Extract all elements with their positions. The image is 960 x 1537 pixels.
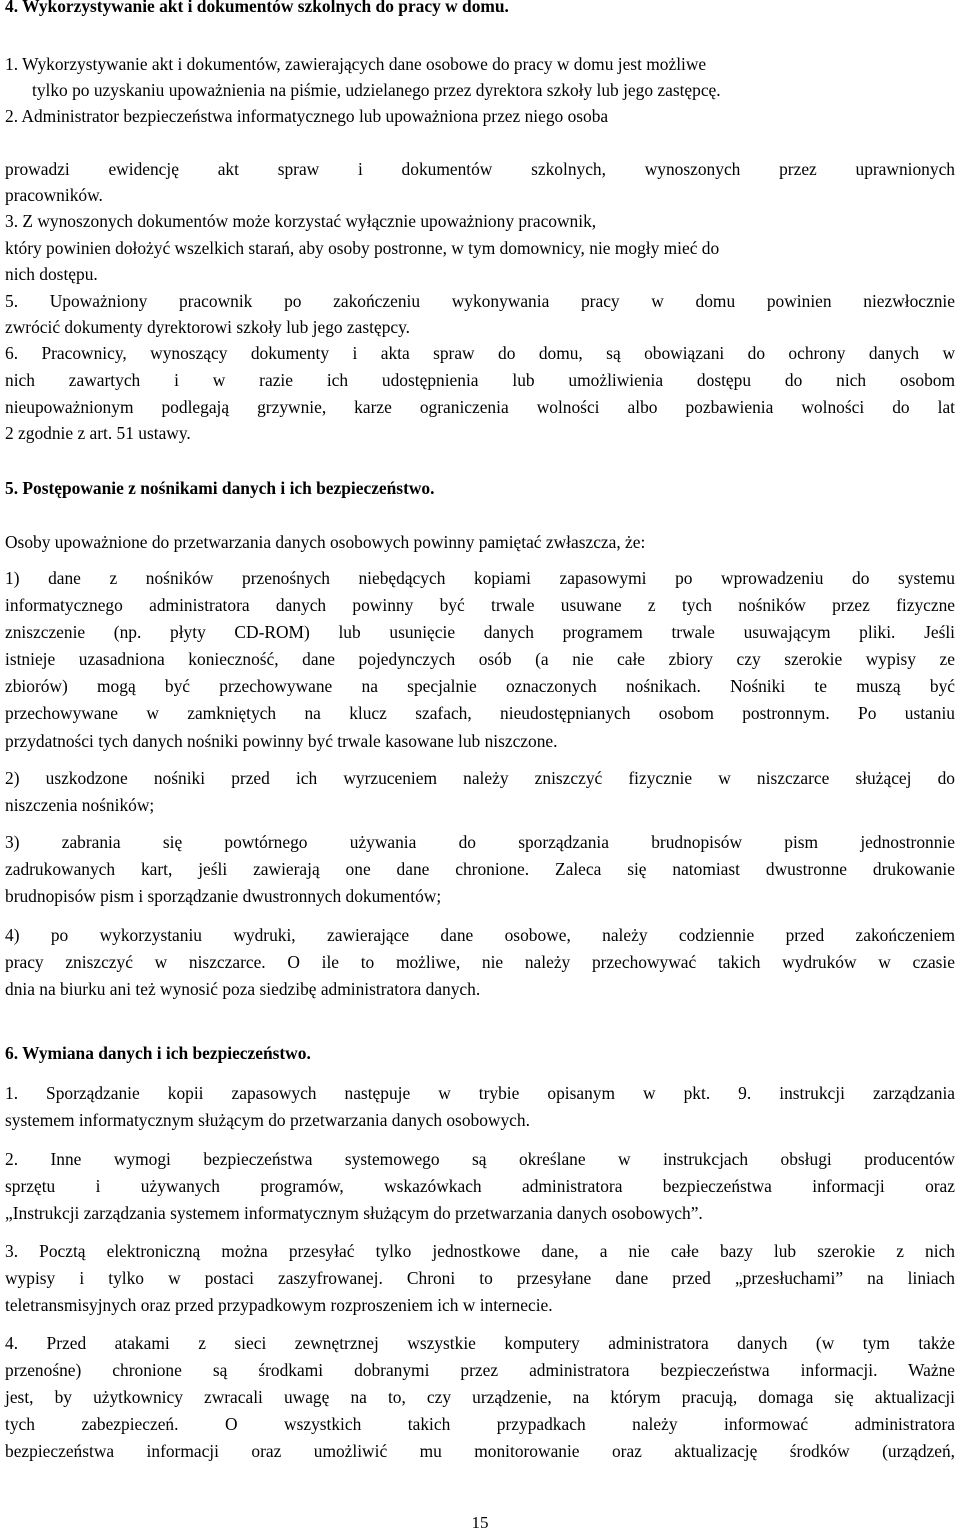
justified-text: 2) uszkodzone nośniki przed ich wyrzuceniem należy zniszczyć fizycznie w niszczarce służącej do [5,768,955,788]
paragraph-line [5,832,955,852]
justified-text: zadrukowanych kart, jeśli zawierają one dane chronione. Zaleca się natomiast dwustronne drukowanie [5,859,955,879]
paragraph-line [5,676,955,696]
paragraph-line [5,1176,955,1196]
justified-text: 3) zabrania się powtórnego używania do sporządzania brudnopisów pism jednostronnie [5,832,955,852]
justified-text: bezpieczeństwa informacji oraz umożliwić mu monitorowanie oraz aktualizację środków (urządzeń, [5,1441,955,1461]
justified-text: informatycznego administratora danych powinny być trwale usuwane z tych nośników przez fizyczne [5,595,955,615]
paragraph-line [5,1414,955,1434]
section-heading-4: 4. Wykorzystywanie akt i dokumentów szkolnych do pracy w domu. [5,0,509,16]
page-number: 15 [471,1513,489,1532]
paragraph-line: niszczenia nośników; [5,795,155,815]
justified-text: zniszczenie (np. płyty CD-ROM) lub usunięcie danych programem trwale usuwającym pliki. Jeśli [5,622,955,642]
justified-text: istnieje uzasadniona konieczność, dane pojedynczych osób (a nie całe zbiory czy szerokie wypisy ze [5,649,955,669]
justified-text: 4) po wykorzystaniu wydruki, zawierające dane osobowe, należy codziennie przed zakończeniem [5,925,955,945]
paragraph-line: pracowników. [5,185,103,205]
paragraph-line: nich dostępu. [5,264,98,284]
paragraph-line: 1. Wykorzystywanie akt i dokumentów, zawierających dane osobowe do pracy w domu jest możliwe [5,54,707,74]
paragraph-line [5,1441,955,1461]
justified-text: 2. Inne wymogi bezpieczeństwa systemowego są określane w instrukcjach obsługi producentów [5,1149,955,1169]
paragraph-line: brudnopisów pism i sporządzanie dwustronnych dokumentów; [5,886,442,906]
paragraph-line [5,925,955,945]
paragraph-line [5,1268,955,1288]
justified-text: prowadzi ewidencję akt spraw i dokumentów szkolnych, wynoszonych przez uprawnionych [5,159,955,179]
paragraph-line [5,1241,955,1261]
paragraph-line: 3. Z wynoszonych dokumentów może korzystać wyłącznie upoważniony pracownik, [5,211,597,231]
paragraph-line [5,291,955,311]
paragraph-line: „Instrukcji zarządzania systemem informatycznym służącym do przetwarzania danych osobowych”. [5,1203,703,1223]
paragraph-line [5,1360,955,1380]
justified-text: 1. Sporządzanie kopii zapasowych następuje w trybie opisanym w pkt. 9. instrukcji zarządzania [5,1083,955,1103]
paragraph-line [5,568,955,588]
paragraph-line: który powinien dołożyć wszelkich starań, aby osoby postronne, w tym domownicy, nie mogły mieć do [5,238,720,258]
justified-text: pracy zniszczyć w niszczarce. O ile to możliwe, nie należy przechowywać takich wydruków w czasie [5,952,955,972]
justified-text: 1) dane z nośników przenośnych niebędących kopiami zapasowymi po wprowadzeniu do systemu [5,568,955,588]
justified-text: tych zabezpieczeń. O wszystkich takich przypadkach należy informować administratora [5,1414,955,1434]
paragraph-line: 2. Administrator bezpieczeństwa informatycznego lub upoważniona przez niego osoba [5,106,609,126]
justified-text: jest, by użytkownicy zwracali uwagę na to, czy urządzenie, na którym pracują, domaga się aktualizacji [5,1387,955,1407]
paragraph-line [5,595,955,615]
section-heading-5: 5. Postępowanie z nośnikami danych i ich bezpieczeństwo. [5,478,435,498]
paragraph-line [5,343,955,363]
justified-text: 4. Przed atakami z sieci zewnętrznej wszystkie komputery administratora danych (w tym także [5,1333,955,1353]
justified-text: nieupoważnionym podlegają grzywnie, karze ograniczenia wolności albo pozbawienia wolności do lat [5,397,955,417]
paragraph-line: dnia na biurku ani też wynosić poza siedzibę administratora danych. [5,979,481,999]
paragraph-line [5,1387,955,1407]
paragraph-line [5,768,955,788]
paragraph-line [5,397,955,417]
paragraph-line: przydatności tych danych nośniki powinny być trwale kasowane lub niszczone. [5,731,558,751]
paragraph-line [5,649,955,669]
paragraph-line: zwrócić dokumenty dyrektorowi szkoły lub jego zastępcy. [5,317,411,337]
justified-text: 6. Pracownicy, wynoszący dokumenty i akta spraw do domu, są obowiązani do ochrony danych w [5,343,955,363]
paragraph-line: Osoby upoważnione do przetwarzania danych osobowych powinny pamiętać zwłaszcza, że: [5,532,646,552]
paragraph-line [5,952,955,972]
justified-text: nich zawartych i w razie ich udostępnienia lub umożliwienia dostępu do nich osobom [5,370,955,390]
paragraph-line: tylko po uzyskaniu upoważnienia na piśmie, udzielanego przez dyrektora szkoły lub jego zastępcę. [32,80,721,100]
justified-text: wypisy i tylko w postaci zaszyfrowanej. Chroni to przesyłane dane przed „przesłuchami” na liniach [5,1268,955,1288]
paragraph-line [5,370,955,390]
paragraph-line [5,703,955,723]
paragraph-line [5,622,955,642]
paragraph-line [5,1333,955,1353]
paragraph-line [5,1083,955,1103]
paragraph-line: systemem informatycznym służącym do przetwarzania danych osobowych. [5,1110,530,1130]
paragraph-line-justified [5,159,955,179]
paragraph-line: 2 zgodnie z art. 51 ustawy. [5,423,191,443]
justified-text: zbiorów) mogą być przechowywane na specjalnie oznaczonych nośnikach. Nośniki te muszą być [5,676,955,696]
paragraph-line [5,1149,955,1169]
paragraph-line [5,859,955,879]
justified-text: sprzętu i używanych programów, wskazówkach administratora bezpieczeństwa informacji oraz [5,1176,955,1196]
justified-text: 5. Upoważniony pracownik po zakończeniu wykonywania pracy w domu powinien niezwłocznie [5,291,955,311]
justified-text: przenośne) chronione są środkami dobranymi przez administratora bezpieczeństwa informacji. Ważne [5,1360,955,1380]
paragraph-line: teletransmisyjnych oraz przed przypadkowym rozproszeniem ich w internecie. [5,1295,553,1315]
section-heading-6: 6. Wymiana danych i ich bezpieczeństwo. [5,1043,311,1063]
justified-text: przechowywane w zamkniętych na klucz szafach, nieudostępnianych osobom postronnym. Po ustaniu [5,703,955,723]
justified-text: 3. Pocztą elektroniczną można przesyłać tylko jednostkowe dane, a nie całe bazy lub szerokie z nich [5,1241,955,1261]
